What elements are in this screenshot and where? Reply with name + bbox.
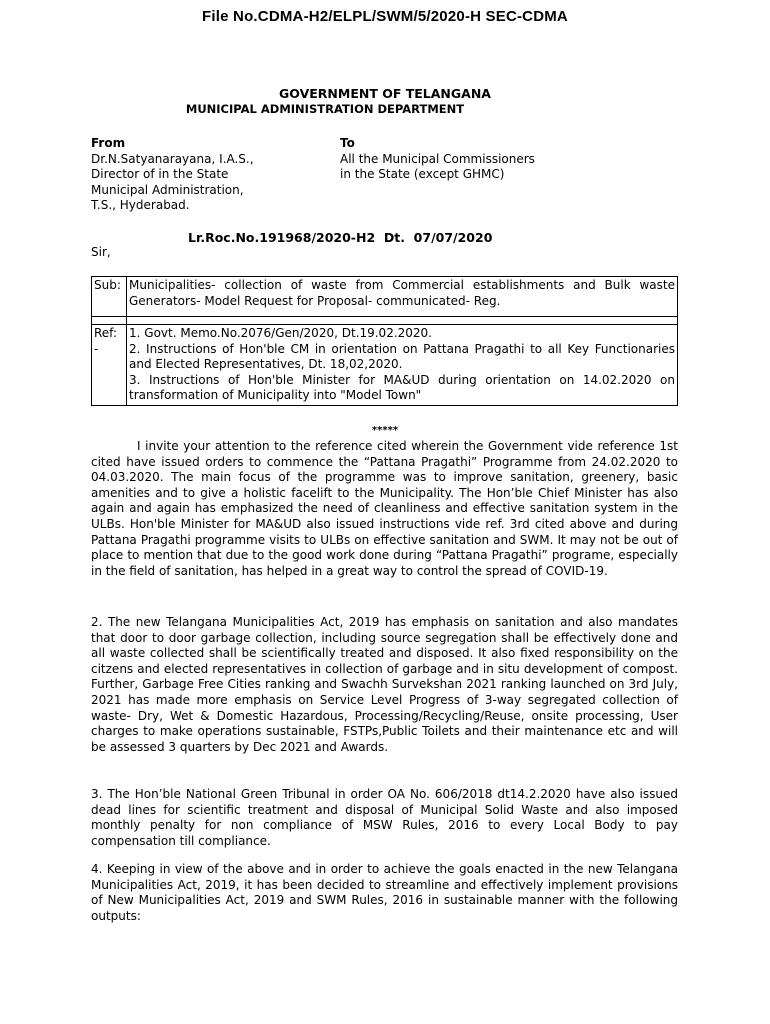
letter-reference-number: Lr.Roc.No.191968/2020-H2 [188,230,376,245]
subject-text: Municipalities- collection of waste from Commercial establishments and Bulk waste Generators- Model Request for Proposal- communicated- Reg. [127,277,678,317]
letter-reference [188,230,492,245]
reference-item: 1. Govt. Memo.No.2076/Gen/2020, Dt.19.02.2020. [129,326,432,340]
reference-label-dash: - [94,341,99,356]
file-number: File No.CDMA-H2/ELPL/SWM/5/2020-H SEC-CDMA [202,8,568,25]
salutation: Sir, [91,245,111,259]
table-spacer-row [92,317,678,325]
from-line: T.S., Hyderabad. [91,198,190,212]
from-line: Dr.N.Satyanarayana, I.A.S., [91,151,254,166]
from-heading: From [91,136,126,150]
letter-date: Dt. 07/07/2020 [383,230,493,245]
to-line: All the Municipal Commissioners [340,151,535,166]
reference-item: 3. Instructions of Hon'ble Minister for MA&UD during orientation on 14.02.2020 on transformation of Municipality into "Model Town" [129,372,675,402]
body-paragraph-1: I invite your attention to the reference cited wherein the Government vide reference 1st cited have issued orders to commence the “Pattana Pragathi” Programme from 24.02.2020 to 04.03.2020. The main focus of the programme was to improve sanitation, greenery, basic amenities and to give a holistic facelift to the Municipality. The Hon’ble Chief Minister has also again and again has emphasized the need of cleanliness and effective sanitation system in the ULBs. Hon'ble Minister for MA&UD also issued instructions vide ref. 3rd cited above and during Pattana Pragathi programme visits to ULBs on effective sanitation and SWM. It may not be out of place to mention that due to the good work done during “Pattana Pragathi” programe, especially in the field of sanitation, has helped in a great way to control the spread of COVID-19. [91,439,678,578]
reference-row [92,325,678,406]
reference-label: Ref: [94,326,118,340]
government-heading: GOVERNMENT OF TELANGANA [279,86,491,101]
department-heading: MUNICIPAL ADMINISTRATION DEPARTMENT [185,102,465,116]
reference-list [127,325,678,406]
to-heading: To [340,136,355,150]
body-paragraph-2: 2. The new Telangana Municipalities Act, 2019 has emphasis on sanitation and also mandates that door to door garbage collection, including source segregation shall be effectively done and all waste collected shall be scientifically treated and disposed. It also fixed responsibility on the citzens and elected representatives in collection of garbage and in situ development of compost. Further, Garbage Free Cities ranking and Swachh Survekshan 2021 ranking launched on 3rd July, 2021 has made more emphasis on Service Level Progress of 3-way segregated collection of waste- Dry, Wet & Domestic Hazardous, Processing/Recycling/Reuse, onsite processing, User charges to make operations sustainable, FSTPs,Public Toilets and their maintenance etc and will be assessed 3 quarters by Dec 2021 and Awards. [91,615,678,754]
from-block [91,136,331,214]
subject-reference-table [91,276,678,406]
section-separator: ***** [371,425,399,436]
to-block [340,136,670,183]
reference-item: 2. Instructions of Hon'ble CM in orientation on Pattana Pragathi to all Key Functionaries and Elected Representatives, Dt. 18,02,2020. [129,341,675,371]
from-line: Director of in the State [91,167,229,181]
subject-row [92,277,678,317]
body-paragraph-3: 3. The Hon’ble National Green Tribunal in order OA No. 606/2018 dt14.2.2020 have also issued dead lines for scientific treatment and disposal of Municipal Solid Waste and also imposed monthly penalty for non compliance of MSW Rules, 2016 to every Local Body to pay compensation till compliance. [91,787,678,848]
subject-label: Sub: [92,277,127,317]
reference-label-cell [92,325,127,406]
body-paragraph-4: 4. Keeping in view of the above and in order to achieve the goals enacted in the new Telangana Municipalities Act, 2019, it has been decided to streamline and effectively implement provisions of New Municipalities Act, 2019 and SWM Rules, 2016 in sustainable manner with the following outputs: [91,862,678,923]
from-line: Municipal Administration, [91,182,244,197]
to-line: in the State (except GHMC) [340,167,505,181]
